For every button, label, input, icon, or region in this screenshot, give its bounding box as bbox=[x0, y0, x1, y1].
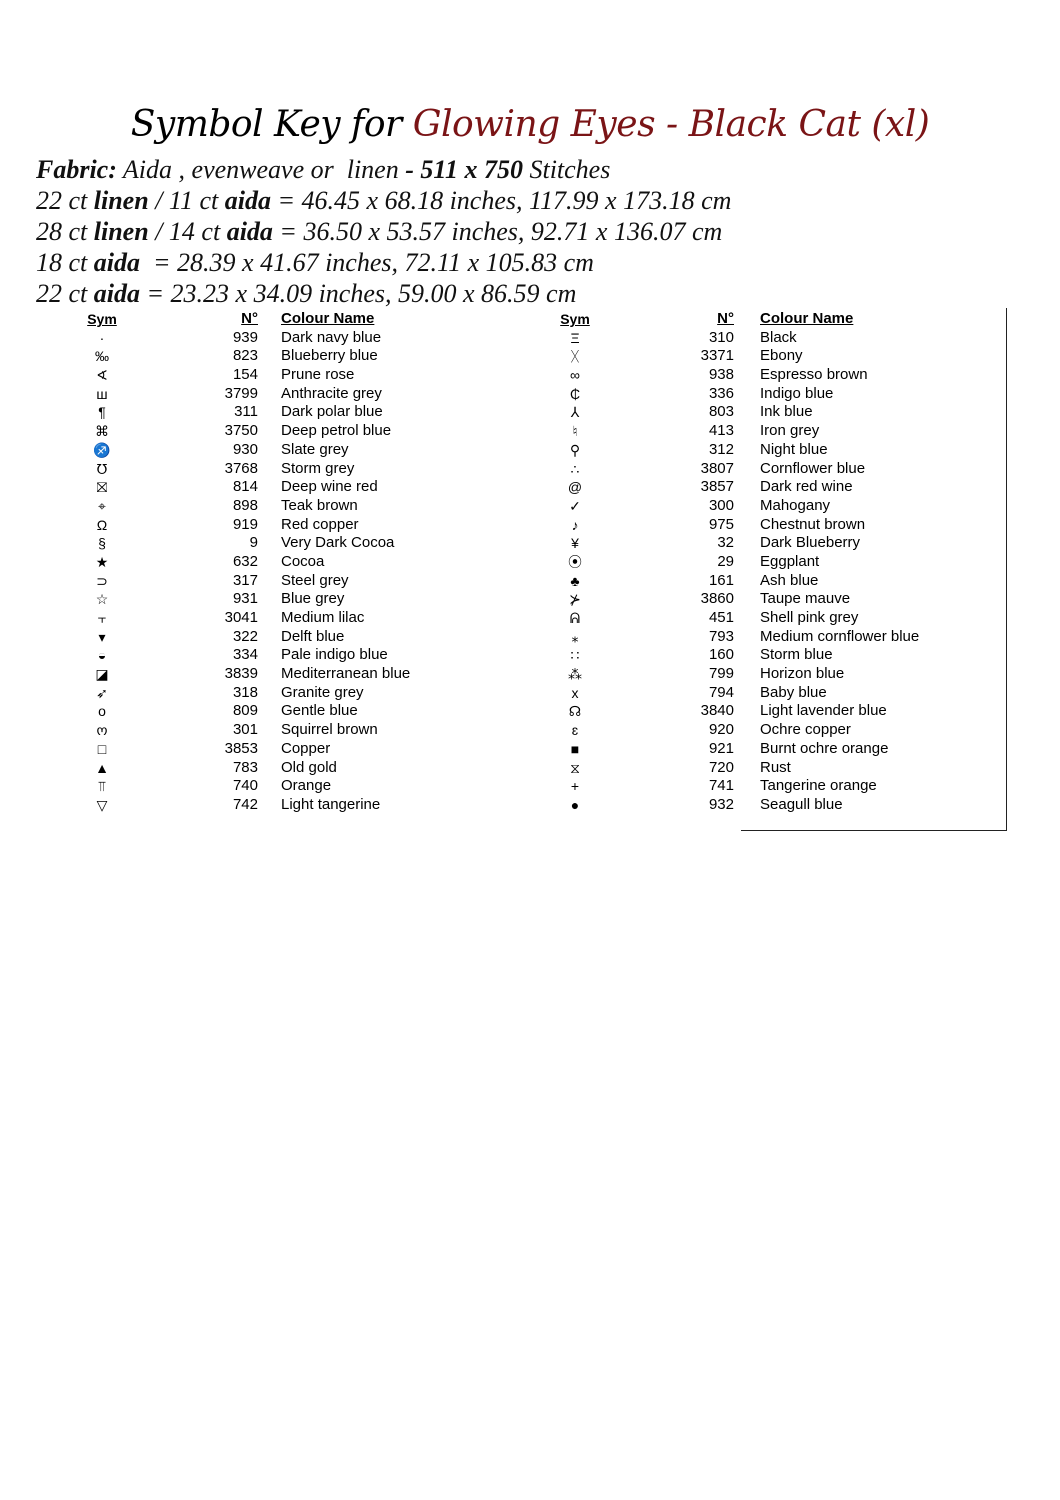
thread-number: 312 bbox=[708, 440, 734, 458]
size-count: 18 ct bbox=[36, 248, 94, 277]
thread-number: 920 bbox=[708, 721, 734, 739]
colour-name: Baby blue bbox=[760, 683, 827, 701]
colour-name: Deep wine red bbox=[281, 478, 378, 496]
colour-name: Rust bbox=[760, 758, 791, 776]
size-count: / 14 ct bbox=[148, 217, 227, 246]
thread-number: 823 bbox=[232, 347, 258, 365]
symbol-icon: ♐ bbox=[93, 441, 111, 458]
symbol-icon: ℧ bbox=[96, 460, 108, 477]
stitches-suffix: Stitches bbox=[522, 155, 611, 184]
size-count: 22 ct bbox=[36, 279, 94, 308]
symbol-icon: ¶ bbox=[98, 404, 106, 421]
size-line bbox=[36, 278, 576, 309]
fabric-line bbox=[36, 154, 610, 185]
size-dimensions: = 36.50 x 53.57 inches, 92.71 x 136.07 cm bbox=[272, 217, 723, 246]
colour-name: Prune rose bbox=[281, 366, 355, 384]
colour-name: Old gold bbox=[281, 758, 337, 776]
symbol-icon: ● bbox=[570, 796, 580, 813]
colour-name: Eggplant bbox=[760, 552, 820, 570]
colour-name: Espresso brown bbox=[760, 366, 868, 384]
symbol-icon: ♮ bbox=[572, 423, 578, 440]
symbol-icon: ⁎ bbox=[571, 628, 579, 645]
table-border-bottom bbox=[741, 830, 1007, 831]
size-dimensions: = 46.45 x 68.18 inches, 117.99 x 173.18 cm bbox=[270, 186, 732, 215]
header-number: N° bbox=[241, 310, 258, 327]
colour-name: Burnt ochre orange bbox=[760, 739, 889, 757]
thread-number: 310 bbox=[708, 328, 734, 346]
thread-number: 3840 bbox=[700, 702, 734, 720]
thread-number: 741 bbox=[708, 777, 734, 795]
colour-name: Light lavender blue bbox=[760, 702, 887, 720]
thread-number: 32 bbox=[717, 534, 734, 552]
stitch-count: 511 x 750 bbox=[420, 155, 523, 184]
symbol-icon: □ bbox=[97, 740, 107, 757]
symbol-icon: ⛝ bbox=[96, 479, 108, 496]
colour-name: Shell pink grey bbox=[760, 609, 859, 626]
thread-number: 740 bbox=[232, 777, 258, 795]
colour-name: Delft blue bbox=[281, 627, 345, 645]
thread-number: 336 bbox=[708, 384, 734, 402]
thread-number: 809 bbox=[232, 702, 258, 720]
colour-name: Squirrel brown bbox=[281, 721, 378, 739]
size-count: / 11 ct bbox=[148, 186, 225, 215]
symbol-icon: ∢ bbox=[96, 367, 108, 384]
thread-number: 154 bbox=[232, 366, 258, 384]
colour-name: Ebony bbox=[760, 347, 803, 365]
symbol-icon: ◒ bbox=[97, 647, 107, 664]
thread-number: 975 bbox=[708, 515, 734, 533]
colour-name: Slate grey bbox=[281, 440, 349, 458]
symbol-icon: ☊ bbox=[568, 703, 582, 720]
header-colour-name: Colour Name bbox=[760, 310, 854, 327]
header-sym: Sym bbox=[560, 311, 590, 327]
symbol-icon: ♪ bbox=[571, 516, 579, 533]
colour-name: Blueberry blue bbox=[281, 347, 378, 365]
symbol-icon: ■ bbox=[570, 740, 580, 757]
thread-number: 300 bbox=[708, 496, 734, 514]
colour-name: Chestnut brown bbox=[760, 515, 866, 533]
thread-number: 803 bbox=[708, 403, 734, 421]
thread-number: 814 bbox=[232, 478, 258, 496]
size-line bbox=[36, 185, 731, 216]
page-title bbox=[0, 100, 1060, 150]
colour-name: Dark red wine bbox=[760, 478, 853, 496]
symbol-icon: ★ bbox=[95, 553, 109, 570]
size-fabric: aida bbox=[226, 217, 273, 246]
colour-name: Copper bbox=[281, 739, 331, 757]
symbol-icon: ∴ bbox=[570, 460, 580, 477]
fabric-types: Aida , evenweave or linen bbox=[116, 155, 406, 184]
thread-number: 931 bbox=[232, 590, 258, 608]
colour-name: Mediterranean blue bbox=[281, 665, 411, 683]
thread-number: 3799 bbox=[224, 384, 258, 402]
thread-number: 160 bbox=[708, 646, 734, 664]
thread-number: 930 bbox=[232, 440, 258, 458]
size-dimensions: = 23.23 x 34.09 inches, 59.00 x 86.59 cm bbox=[140, 279, 577, 308]
size-fabric: aida bbox=[93, 248, 140, 277]
colour-name: Horizon blue bbox=[760, 665, 845, 683]
symbol-icon: ⊁ bbox=[569, 591, 581, 608]
symbol-icon: ♣ bbox=[570, 572, 580, 589]
colour-name: Black bbox=[760, 328, 797, 346]
colour-name: Red copper bbox=[281, 515, 359, 533]
thread-number: 161 bbox=[708, 571, 734, 589]
title-prefix: Symbol Key for bbox=[130, 104, 402, 145]
colour-name: Medium lilac bbox=[281, 609, 365, 626]
thread-number: 919 bbox=[232, 515, 258, 533]
size-fabric: aida bbox=[224, 186, 271, 215]
size-line bbox=[36, 247, 594, 278]
colour-name: Tangerine orange bbox=[760, 777, 877, 795]
symbol-icon: ⌘ bbox=[95, 423, 109, 440]
fabric-label: Fabric: bbox=[36, 155, 117, 184]
thread-number: 3750 bbox=[224, 422, 258, 440]
thread-number: 3807 bbox=[700, 459, 734, 477]
size-line bbox=[36, 216, 722, 247]
symbol-icon: ⫟ bbox=[97, 610, 107, 626]
fabric-dash: - bbox=[405, 155, 421, 184]
colour-name: Taupe mauve bbox=[760, 590, 851, 608]
symbol-icon: ∞ bbox=[570, 367, 580, 384]
thread-number: 334 bbox=[232, 646, 258, 664]
symbol-icon: ¥ bbox=[571, 535, 579, 552]
thread-number: 413 bbox=[708, 422, 734, 440]
thread-number: 799 bbox=[708, 665, 734, 683]
thread-number: 322 bbox=[232, 627, 258, 645]
symbol-icon: ⅄ bbox=[570, 404, 580, 421]
symbol-icon: ₵ bbox=[569, 385, 581, 402]
colour-name: Deep petrol blue bbox=[281, 422, 392, 440]
colour-name: Mahogany bbox=[760, 496, 831, 514]
symbol-icon: + bbox=[570, 778, 580, 795]
colour-name: Storm grey bbox=[281, 459, 355, 477]
colour-name: Light tangerine bbox=[281, 795, 381, 813]
size-dimensions: = 28.39 x 41.67 inches, 72.11 x 105.83 cm bbox=[140, 248, 594, 277]
thread-number: 921 bbox=[708, 739, 734, 757]
size-count: 22 ct bbox=[36, 186, 94, 215]
thread-number: 898 bbox=[232, 496, 258, 514]
symbol-icon: ✓ bbox=[569, 497, 581, 514]
colour-name: Cocoa bbox=[281, 552, 325, 570]
thread-number: 783 bbox=[232, 758, 258, 776]
header-number: N° bbox=[717, 310, 734, 327]
symbol-icon: @ bbox=[567, 479, 583, 496]
symbol-icon: ☆ bbox=[95, 591, 109, 608]
thread-number: 632 bbox=[232, 552, 258, 570]
symbol-icon: x bbox=[571, 684, 579, 701]
colour-name: Iron grey bbox=[760, 422, 820, 440]
symbol-icon: ⦿ bbox=[568, 553, 582, 570]
thread-number: 3853 bbox=[224, 739, 258, 757]
colour-name: Teak brown bbox=[281, 496, 358, 514]
thread-number: 3857 bbox=[700, 478, 734, 496]
thread-number: 794 bbox=[708, 683, 734, 701]
symbol-icon: ɛ bbox=[571, 722, 579, 739]
symbol-icon: ‰ bbox=[95, 348, 109, 365]
size-count: 28 ct bbox=[36, 217, 94, 246]
thread-number: 311 bbox=[234, 403, 258, 421]
symbol-icon: ⊃ bbox=[96, 572, 108, 589]
thread-number: 3371 bbox=[700, 347, 734, 365]
size-fabric: linen bbox=[93, 217, 149, 246]
pattern-name: Glowing Eyes - Black Cat (xl) bbox=[412, 104, 930, 145]
colour-name: Anthracite grey bbox=[281, 384, 382, 402]
symbol-icon: ᕱ bbox=[569, 610, 581, 626]
thread-number: 451 bbox=[708, 609, 734, 626]
symbol-icon: ⚲ bbox=[569, 441, 581, 458]
colour-name: Dark Blueberry bbox=[760, 534, 861, 552]
symbol-icon: ᚷ bbox=[570, 348, 580, 365]
colour-name: Very Dark Cocoa bbox=[281, 534, 395, 552]
thread-number: 939 bbox=[232, 328, 258, 346]
colour-name: Ash blue bbox=[760, 571, 819, 589]
colour-name: Pale indigo blue bbox=[281, 646, 388, 664]
symbol-icon: ▲ bbox=[95, 759, 109, 776]
thread-number: 3768 bbox=[224, 459, 258, 477]
colour-name: Dark polar blue bbox=[281, 403, 383, 421]
thread-number: 301 bbox=[232, 721, 258, 739]
thread-number: 9 bbox=[249, 534, 258, 552]
thread-number: 932 bbox=[708, 795, 734, 813]
symbol-icon: Ω bbox=[96, 516, 108, 533]
colour-name: Gentle blue bbox=[281, 702, 358, 720]
colour-name: Indigo blue bbox=[760, 384, 834, 402]
symbol-icon: ▽ bbox=[96, 796, 108, 813]
symbol-icon: ш bbox=[96, 385, 108, 402]
thread-number: 3041 bbox=[224, 609, 258, 626]
symbol-icon: ▾ bbox=[98, 628, 106, 645]
header-sym: Sym bbox=[87, 311, 117, 327]
header-colour-name: Colour Name bbox=[281, 310, 375, 327]
size-fabric: linen bbox=[93, 186, 149, 215]
colour-name: Storm blue bbox=[760, 646, 833, 664]
symbol-icon: ◪ bbox=[95, 666, 109, 683]
thread-number: 720 bbox=[708, 758, 734, 776]
thread-number: 793 bbox=[708, 627, 734, 645]
thread-number: 3860 bbox=[700, 590, 734, 608]
thread-number: 3839 bbox=[224, 665, 258, 683]
symbol-icon: o bbox=[98, 703, 106, 720]
symbol-icon: ∷ bbox=[570, 647, 580, 664]
symbol-icon: ⫪ bbox=[98, 778, 106, 795]
thread-number: 318 bbox=[232, 683, 258, 701]
colour-name: Medium cornflower blue bbox=[760, 627, 920, 645]
colour-name: Orange bbox=[281, 777, 332, 795]
symbol-icon: · bbox=[99, 329, 105, 346]
colour-name: Blue grey bbox=[281, 590, 345, 608]
colour-name: Night blue bbox=[760, 440, 828, 458]
colour-name: Seagull blue bbox=[760, 795, 843, 813]
colour-name: Dark navy blue bbox=[281, 328, 382, 346]
colour-name: Steel grey bbox=[281, 571, 349, 589]
symbol-icon: Ξ bbox=[570, 329, 580, 346]
symbol-icon: § bbox=[98, 535, 106, 552]
thread-number: 742 bbox=[232, 795, 258, 813]
colour-name: Cornflower blue bbox=[760, 459, 866, 477]
symbol-icon: ო bbox=[96, 722, 108, 739]
thread-number: 938 bbox=[708, 366, 734, 384]
symbol-icon: ⧖ bbox=[570, 759, 580, 776]
size-fabric: aida bbox=[93, 279, 140, 308]
symbol-icon: ⌖ bbox=[98, 497, 106, 514]
symbol-icon: ➶ bbox=[96, 684, 108, 701]
colour-name: Ochre copper bbox=[760, 721, 851, 739]
colour-name: Granite grey bbox=[281, 683, 364, 701]
thread-number: 29 bbox=[717, 552, 734, 570]
thread-number: 317 bbox=[232, 571, 258, 589]
table-border-right bbox=[1006, 308, 1007, 830]
colour-name: Ink blue bbox=[760, 403, 813, 421]
symbol-icon: ⁂ bbox=[568, 666, 582, 683]
